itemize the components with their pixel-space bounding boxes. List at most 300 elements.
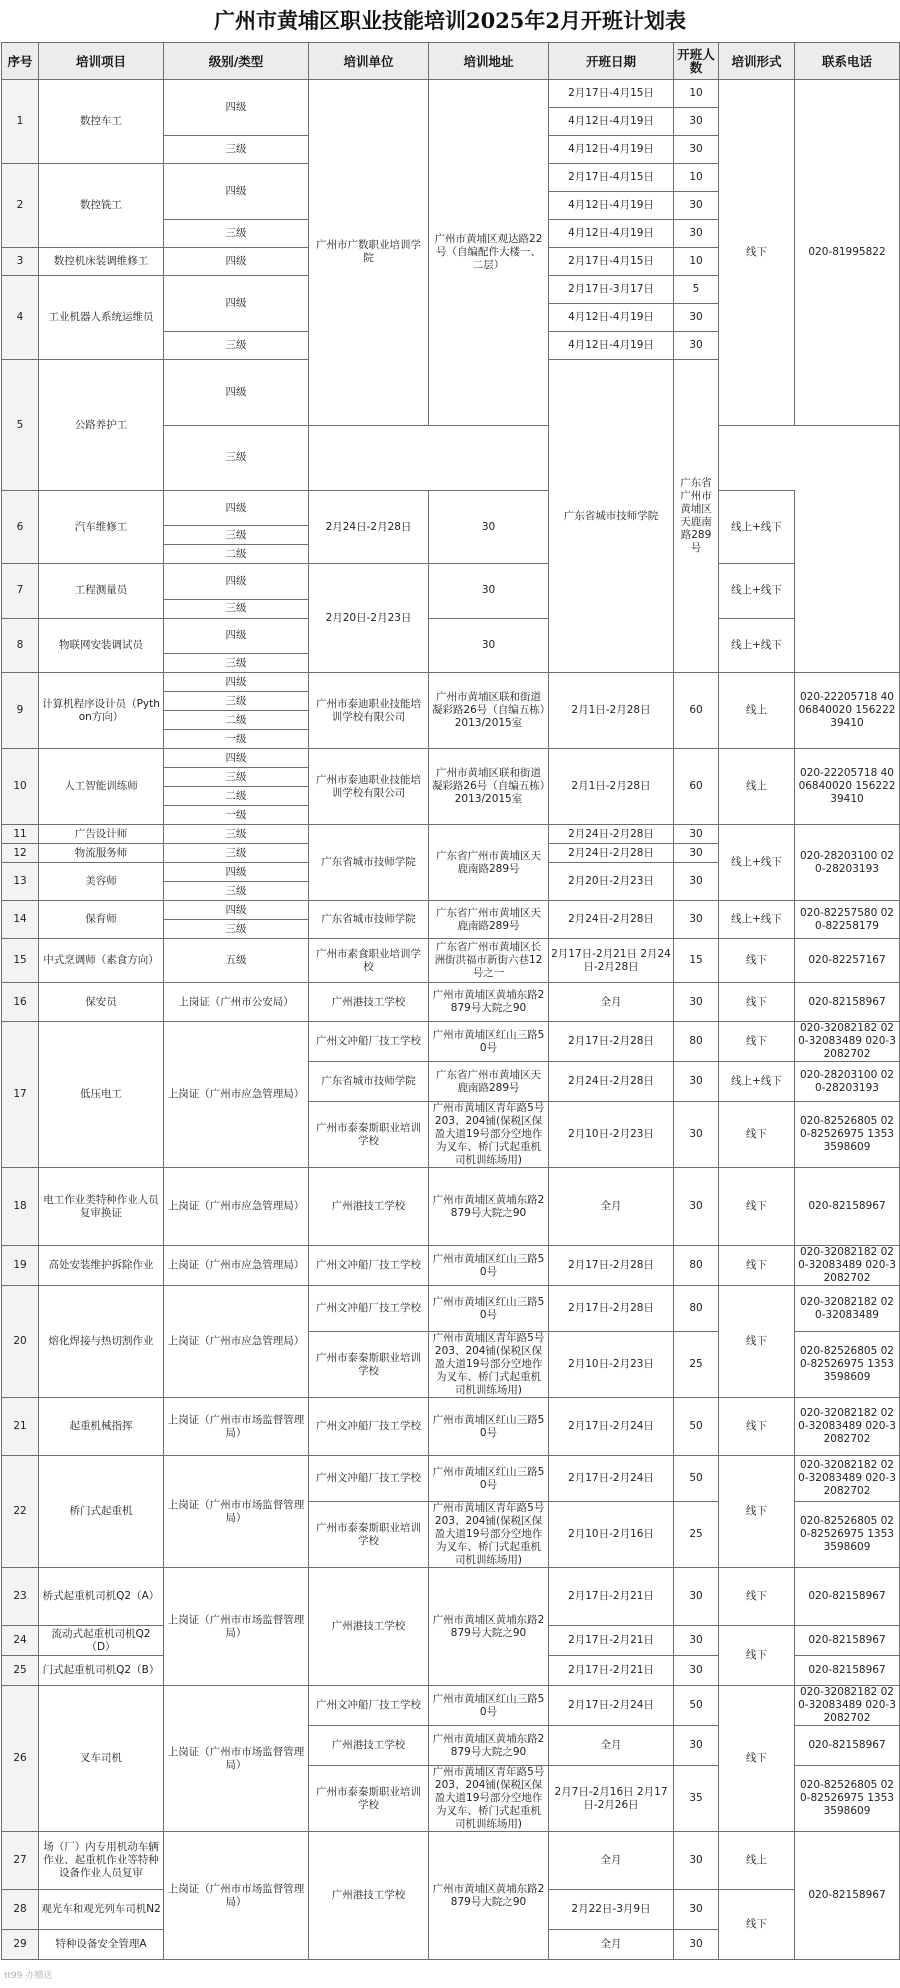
cell-unit: 2月24日-2月28日: [309, 491, 429, 564]
cell-index: 6: [2, 491, 39, 564]
cell-count: 35: [674, 1766, 719, 1832]
cell-phone: 020-28203100 020-28203193: [795, 825, 900, 901]
cell-level: 一级: [164, 806, 309, 825]
table-row: [2, 1286, 900, 1332]
table-row: [2, 1246, 900, 1286]
cell-phone: 020-32082182 020-32083489 020-32082702: [795, 1686, 900, 1726]
cell-count: 30: [674, 136, 719, 164]
cell-phone: 020-82158967: [795, 1832, 900, 1960]
watermark-text: tt99 办赠送: [4, 1971, 53, 1981]
cell-phone: 020-82158967: [795, 1656, 900, 1686]
cell-address: 广州市黄埔区红山三路50号: [429, 1398, 549, 1456]
cell-address: 广州市黄埔区红山三路50号: [429, 1286, 549, 1332]
header-unit: 培训单位: [309, 43, 429, 80]
cell-index: 26: [2, 1686, 39, 1832]
cell-index: 11: [2, 825, 39, 844]
header-address: 培训地址: [429, 43, 549, 80]
cell-index: 12: [2, 844, 39, 863]
table-row: [2, 1456, 900, 1502]
cell-date: 2月24日-2月28日: [549, 825, 674, 844]
cell-format: 线下: [719, 939, 795, 983]
cell-date: 全月: [549, 1168, 674, 1246]
cell-date: 4月12日-4月19日: [549, 192, 674, 220]
cell-level: 四级: [164, 248, 309, 276]
table-row: [2, 564, 900, 599]
cell-level: 三级: [164, 692, 309, 711]
cell-level: 五级: [164, 939, 309, 983]
cell-unit: 广东省城市技师学院: [309, 1062, 429, 1102]
cell-level: 三级: [164, 220, 309, 248]
cell-level: 三级: [164, 332, 309, 360]
cell-level: 四级: [164, 863, 309, 882]
cell-address: 广州市黄埔区红山三路50号: [429, 1456, 549, 1502]
cell-unit: 广州文冲船厂技工学校: [309, 1686, 429, 1726]
cell-level: 四级: [164, 491, 309, 526]
cell-project: 人工智能训练师: [39, 749, 164, 825]
cell-date: 全月: [549, 1726, 674, 1766]
cell-phone: 020-81995822: [795, 80, 900, 426]
cell-phone: 020-32082182 020-32083489 020-32082702: [795, 1398, 900, 1456]
cell-project: 熔化焊接与热切割作业: [39, 1286, 164, 1398]
cell-count: 30: [674, 1102, 719, 1168]
cell-phone: 020-82257580 020-82258179: [795, 901, 900, 939]
cell-address: 广州市黄埔区黄埔东路2879号大院之90: [429, 1832, 549, 1960]
cell-count: 80: [674, 1246, 719, 1286]
cell-format: 线上: [719, 673, 795, 749]
cell-index: 18: [2, 1168, 39, 1246]
cell-level: 上岗证（广州市应急管理局）: [164, 1022, 309, 1168]
cell-count: 30: [674, 1626, 719, 1656]
header-count: 开班人数: [674, 43, 719, 80]
cell-level: 上岗证（广州市市场监督管理局）: [164, 1568, 309, 1686]
cell-project: 美容师: [39, 863, 164, 901]
cell-level: 二级: [164, 711, 309, 730]
table-row: [2, 491, 900, 526]
cell-level: 三级: [164, 526, 309, 545]
cell-date: 4月12日-4月19日: [549, 108, 674, 136]
cell-date: 2月17日-2月21日: [549, 1568, 674, 1626]
cell-count: 30: [674, 192, 719, 220]
cell-unit: 广州港技工学校: [309, 1568, 429, 1686]
cell-unit: 广州市广数职业培训学院: [309, 80, 429, 426]
cell-index: 4: [2, 276, 39, 360]
cell-format: 线下: [719, 1102, 795, 1168]
cell-date: 2月24日-2月28日: [549, 901, 674, 939]
cell-count: 30: [674, 901, 719, 939]
cell-level: 四级: [164, 618, 309, 653]
cell-address: 广州市黄埔区红山三路50号: [429, 1022, 549, 1062]
cell-project: 工业机器人系统运维员: [39, 276, 164, 360]
cell-index: 10: [2, 749, 39, 825]
cell-count: 60: [674, 749, 719, 825]
cell-level: 四级: [164, 673, 309, 692]
cell-phone: 020-82257167: [795, 939, 900, 983]
cell-level: 四级: [164, 164, 309, 220]
cell-format: 线上+线下: [719, 564, 795, 618]
cell-phone: 020-82526805 020-82526975 13533598609: [795, 1766, 900, 1832]
cell-address: 广州市黄埔区观达路22号（自编配件大楼一、二层）: [429, 80, 549, 426]
cell-count: 10: [674, 80, 719, 108]
cell-address: 广州市黄埔区青年路5号203、204铺(保税区保盈大道19号部分空地作为叉车、桥门式起重机司机训练场用): [429, 1332, 549, 1398]
cell-index: 23: [2, 1568, 39, 1626]
cell-phone: 020-28203100 020-28203193: [795, 1062, 900, 1102]
cell-address: 广州市黄埔区联和街道凝彩路26号（自编五栋）2013/2015室: [429, 749, 549, 825]
cell-count: 60: [674, 673, 719, 749]
cell-index: 27: [2, 1832, 39, 1890]
cell-date: 2月24日-2月28日: [549, 1062, 674, 1102]
page-title: 广州市黄埔区职业技能培训2025年2月开班计划表: [213, 8, 687, 33]
cell-date: 4月12日-4月19日: [549, 332, 674, 360]
cell-level: 四级: [164, 276, 309, 332]
cell-project: 场（厂）内专用机动车辆作业、起重机作业等特种设备作业人员复审: [39, 1832, 164, 1890]
cell-address: 30: [429, 491, 549, 564]
cell-phone: 020-82158967: [795, 1626, 900, 1656]
cell-count: 30: [674, 1568, 719, 1626]
cell-format: 线下: [719, 1398, 795, 1456]
cell-level: 四级: [164, 80, 309, 136]
cell-format: 线下: [719, 80, 795, 426]
cell-level: 上岗证（广州市市场监督管理局）: [164, 1398, 309, 1456]
cell-project: 物联网安装调试员: [39, 618, 164, 672]
cell-count: 30: [674, 1656, 719, 1686]
cell-project: 保安员: [39, 983, 164, 1022]
cell-count: 25: [674, 1332, 719, 1398]
table-row: [2, 1398, 900, 1456]
cell-date: 2月10日-2月23日: [549, 1332, 674, 1398]
cell-project: 计算机程序设计员（Python方向）: [39, 673, 164, 749]
cell-phone: 020-22205718 4006840020 15622239410: [795, 673, 900, 749]
header-index: 序号: [2, 43, 39, 80]
cell-unit: 广州港技工学校: [309, 983, 429, 1022]
cell-format: 线上: [719, 1832, 795, 1890]
header-level: 级别/类型: [164, 43, 309, 80]
table-row: [2, 1832, 900, 1890]
cell-count: 30: [674, 1168, 719, 1246]
cell-level: 三级: [164, 136, 309, 164]
table-row: [2, 618, 900, 653]
cell-date: 2月17日-2月28日: [549, 1246, 674, 1286]
cell-date: 4月12日-4月19日: [549, 304, 674, 332]
cell-address: 广州市黄埔区黄埔东路2879号大院之90: [429, 1568, 549, 1686]
cell-phone: 020-82158967: [795, 983, 900, 1022]
cell-format: 线下: [719, 983, 795, 1022]
cell-project: 物流服务师: [39, 844, 164, 863]
cell-project: 中式烹调师（素食方向）: [39, 939, 164, 983]
cell-count: 广东省广州市黄埔区天鹿南路289号: [674, 360, 719, 673]
cell-date: 2月17日-2月21日 2月24日-2月28日: [549, 939, 674, 983]
cell-level: 二级: [164, 545, 309, 564]
cell-address: 广州市黄埔区青年路5号203、204铺(保税区保盈大道19号部分空地作为叉车、桥门式起重机司机训练场用): [429, 1502, 549, 1568]
cell-count: 10: [674, 164, 719, 192]
cell-count: 30: [674, 863, 719, 901]
cell-phone: 020-32082182 020-32083489 020-32082702: [795, 1246, 900, 1286]
cell-count: 80: [674, 1022, 719, 1062]
cell-date: 2月17日-4月15日: [549, 248, 674, 276]
cell-index: 22: [2, 1456, 39, 1568]
cell-count: 30: [674, 1832, 719, 1890]
cell-date: 2月17日-2月21日: [549, 1626, 674, 1656]
cell-unit: 广州港技工学校: [309, 1726, 429, 1766]
cell-index: 14: [2, 901, 39, 939]
cell-level: 二级: [164, 787, 309, 806]
cell-project: 桥式起重机司机Q2（A）: [39, 1568, 164, 1626]
cell-date: 2月17日-4月15日: [549, 80, 674, 108]
cell-count: 5: [674, 276, 719, 304]
cell-project: 电工作业类特种作业人员复审换证: [39, 1168, 164, 1246]
cell-count: 50: [674, 1456, 719, 1502]
cell-date: 2月17日-2月24日: [549, 1456, 674, 1502]
cell-level: 四级: [164, 901, 309, 920]
cell-format: 线上+线下: [719, 825, 795, 901]
cell-index: 19: [2, 1246, 39, 1286]
header-date: 开班日期: [549, 43, 674, 80]
header-phone: 联系电话: [795, 43, 900, 80]
cell-level: 三级: [164, 599, 309, 618]
table-header-row: [2, 43, 900, 80]
cell-index: 25: [2, 1656, 39, 1686]
cell-project: 桥门式起重机: [39, 1456, 164, 1568]
cell-unit: 2月20日-2月23日: [309, 564, 429, 673]
table-row: [2, 1022, 900, 1062]
cell-project: 工程测量员: [39, 564, 164, 618]
cell-date: 4月12日-4月19日: [549, 220, 674, 248]
cell-address: 广东省广州市黄埔区天鹿南路289号: [429, 825, 549, 901]
cell-unit: 广州市泰迪职业技能培训学校有限公司: [309, 673, 429, 749]
cell-index: 16: [2, 983, 39, 1022]
cell-index: 3: [2, 248, 39, 276]
cell-count: 30: [674, 220, 719, 248]
cell-project: 特种设备安全管理A: [39, 1930, 164, 1960]
cell-date: 4月12日-4月19日: [549, 136, 674, 164]
cell-address: 广州市黄埔区青年路5号203、204铺(保税区保盈大道19号部分空地作为叉车、桥门式起重机司机训练场用): [429, 1102, 549, 1168]
cell-format: 线上+线下: [719, 491, 795, 564]
cell-project: 观光车和观光列车司机N2: [39, 1890, 164, 1930]
cell-date: 广东省城市技师学院: [549, 360, 674, 673]
cell-level: 三级: [164, 654, 309, 673]
cell-phone: 020-32082182 020-32083489 020-32082702: [795, 1456, 900, 1502]
cell-format: 线下: [719, 1568, 795, 1626]
cell-index: 8: [2, 618, 39, 672]
cell-phone: 020-22205718 4006840020 15622239410: [795, 749, 900, 825]
cell-unit: 广州市泰秦斯职业培训学校: [309, 1502, 429, 1568]
cell-unit: 广州文冲船厂技工学校: [309, 1246, 429, 1286]
cell-unit: 广州市泰秦斯职业培训学校: [309, 1766, 429, 1832]
cell-date: 2月7日-2月16日 2月17日-2月26日: [549, 1766, 674, 1832]
cell-format: 线上: [719, 749, 795, 825]
cell-address: 广东省广州市黄埔区天鹿南路289号: [429, 1062, 549, 1102]
table-row: [2, 1168, 900, 1246]
cell-level: 上岗证（广州市市场监督管理局）: [164, 1456, 309, 1568]
cell-level: 三级: [164, 882, 309, 901]
table-row: [2, 983, 900, 1022]
cell-format: 线下: [719, 1626, 795, 1686]
table-row: [2, 939, 900, 983]
header-project: 培训项目: [39, 43, 164, 80]
cell-phone: 020-82158967: [795, 1168, 900, 1246]
cell-index: 2: [2, 164, 39, 248]
cell-level: 上岗证（广州市市场监督管理局）: [164, 1686, 309, 1832]
cell-date: 2月17日-4月15日: [549, 164, 674, 192]
cell-phone: 020-82526805 020-82526975 13533598609: [795, 1102, 900, 1168]
cell-index: 7: [2, 564, 39, 618]
cell-date: 2月1日-2月28日: [549, 673, 674, 749]
cell-count: 25: [674, 1502, 719, 1568]
cell-index: 5: [2, 360, 39, 491]
cell-date: 2月17日-2月24日: [549, 1398, 674, 1456]
cell-date: 全月: [549, 983, 674, 1022]
cell-count: 30: [674, 844, 719, 863]
cell-project: 广告设计师: [39, 825, 164, 844]
table-row: [2, 80, 900, 108]
cell-address: 广东省广州市黄埔区长洲街洪福市新街六巷12号之一: [429, 939, 549, 983]
cell-level: 四级: [164, 564, 309, 599]
cell-level: 四级: [164, 360, 309, 426]
cell-address: 广州市黄埔区黄埔东路2879号大院之90: [429, 1726, 549, 1766]
cell-level: 上岗证（广州市应急管理局）: [164, 1168, 309, 1246]
cell-address: 30: [429, 618, 549, 672]
cell-index: 1: [2, 80, 39, 164]
table-row: [2, 901, 900, 920]
cell-format: 线上+线下: [719, 901, 795, 939]
cell-count: 30: [674, 332, 719, 360]
cell-address: 广州市黄埔区红山三路50号: [429, 1246, 549, 1286]
cell-project: 汽车维修工: [39, 491, 164, 564]
table-row: [2, 749, 900, 768]
cell-count: 30: [674, 825, 719, 844]
cell-date: 2月22日-3月9日: [549, 1890, 674, 1930]
cell-address: 广州市黄埔区联和街道凝彩路26号（自编五栋）2013/2015室: [429, 673, 549, 749]
cell-unit: 广州市素食职业培训学校: [309, 939, 429, 983]
cell-unit: 广东省城市技师学院: [309, 825, 429, 901]
cell-index: 20: [2, 1286, 39, 1398]
cell-level: 三级: [164, 844, 309, 863]
cell-level: 三级: [164, 425, 309, 491]
cell-unit: 广州港技工学校: [309, 1832, 429, 1960]
cell-date: 全月: [549, 1930, 674, 1960]
cell-count: 30: [674, 1930, 719, 1960]
cell-date: 2月10日-2月16日: [549, 1502, 674, 1568]
cell-count: 15: [674, 939, 719, 983]
cell-count: 10: [674, 248, 719, 276]
cell-format: 线下: [719, 1890, 795, 1960]
cell-project: 保育师: [39, 901, 164, 939]
cell-unit: 广州市泰秦斯职业培训学校: [309, 1332, 429, 1398]
cell-index: 28: [2, 1890, 39, 1930]
cell-unit: 广州文冲船厂技工学校: [309, 1286, 429, 1332]
cell-level: 三级: [164, 920, 309, 939]
table-row: [2, 673, 900, 692]
cell-format: 线下: [719, 1246, 795, 1286]
cell-date: 2月20日-2月23日: [549, 863, 674, 901]
table-body: [2, 80, 900, 1960]
cell-level: 上岗证（广州市公安局）: [164, 983, 309, 1022]
cell-project: 数控机床装调维修工: [39, 248, 164, 276]
cell-phone: 020-82526805 020-82526975 13533598609: [795, 1502, 900, 1568]
cell-format: 线下: [719, 1168, 795, 1246]
cell-unit: 广州市泰秦斯职业培训学校: [309, 1102, 429, 1168]
cell-index: 17: [2, 1022, 39, 1168]
cell-date: 2月1日-2月28日: [549, 749, 674, 825]
cell-phone: 020-82158967: [795, 1568, 900, 1626]
cell-unit: 广州港技工学校: [309, 1168, 429, 1246]
cell-level: 四级: [164, 749, 309, 768]
cell-format: 线下: [719, 1456, 795, 1568]
cell-unit: 广州文冲船厂技工学校: [309, 1456, 429, 1502]
cell-count: 30: [674, 108, 719, 136]
cell-count: 80: [674, 1286, 719, 1332]
cell-unit: 广东省城市技师学院: [309, 901, 429, 939]
table-row: [2, 825, 900, 844]
cell-project: 高处安装维护拆除作业: [39, 1246, 164, 1286]
cell-project: 流动式起重机司机Q2（D）: [39, 1626, 164, 1656]
cell-count: 30: [674, 1890, 719, 1930]
cell-phone: 020-32082182 020-32083489 020-32082702: [795, 1022, 900, 1062]
cell-address: 广州市黄埔区红山三路50号: [429, 1686, 549, 1726]
cell-date: 2月17日-2月21日: [549, 1656, 674, 1686]
cell-level: 三级: [164, 825, 309, 844]
cell-date: 2月17日-2月24日: [549, 1686, 674, 1726]
cell-date: 2月10日-2月23日: [549, 1102, 674, 1168]
cell-format: 线下: [719, 1286, 795, 1398]
cell-date: 2月17日-2月28日: [549, 1286, 674, 1332]
cell-level: 上岗证（广州市应急管理局）: [164, 1246, 309, 1286]
cell-count: 30: [674, 1062, 719, 1102]
table-row: [2, 1568, 900, 1626]
cell-level: 三级: [164, 768, 309, 787]
cell-level: 上岗证（广州市市场监督管理局）: [164, 1832, 309, 1960]
cell-unit: 广州文冲船厂技工学校: [309, 1022, 429, 1062]
cell-index: 15: [2, 939, 39, 983]
cell-index: 13: [2, 863, 39, 901]
training-plan-table: [1, 42, 900, 1960]
cell-level: 一级: [164, 730, 309, 749]
cell-phone: 020-32082182 020-32083489: [795, 1286, 900, 1332]
cell-count: 50: [674, 1398, 719, 1456]
cell-unit: 广州文冲船厂技工学校: [309, 1398, 429, 1456]
cell-address: 广州市黄埔区黄埔东路2879号大院之90: [429, 1168, 549, 1246]
cell-address: 广州市黄埔区黄埔东路2879号大院之90: [429, 983, 549, 1022]
cell-address: 广东省广州市黄埔区天鹿南路289号: [429, 901, 549, 939]
cell-project: 门式起重机司机Q2（B）: [39, 1656, 164, 1686]
cell-date: 2月17日-2月28日: [549, 1022, 674, 1062]
header-format: 培训形式: [719, 43, 795, 80]
cell-index: 21: [2, 1398, 39, 1456]
cell-project: 公路养护工: [39, 360, 164, 491]
cell-format: 线下: [719, 1022, 795, 1062]
cell-project: 数控车工: [39, 80, 164, 164]
cell-project: 起重机械指挥: [39, 1398, 164, 1456]
cell-level: 上岗证（广州市应急管理局）: [164, 1286, 309, 1398]
cell-phone: 020-82158967: [795, 1726, 900, 1766]
cell-index: 9: [2, 673, 39, 749]
cell-count: 30: [674, 1726, 719, 1766]
cell-address: 30: [429, 564, 549, 618]
cell-format: 线上+线下: [719, 618, 795, 672]
cell-count: 30: [674, 983, 719, 1022]
cell-date: 2月24日-2月28日: [549, 844, 674, 863]
cell-project: 低压电工: [39, 1022, 164, 1168]
cell-format: 线下: [719, 1686, 795, 1832]
cell-project: 叉车司机: [39, 1686, 164, 1832]
cell-address: 广州市黄埔区青年路5号203、204铺(保税区保盈大道19号部分空地作为叉车、桥门式起重机司机训练场用): [429, 1766, 549, 1832]
cell-date: 2月17日-3月17日: [549, 276, 674, 304]
cell-index: 24: [2, 1626, 39, 1656]
cell-count: 30: [674, 304, 719, 332]
cell-project: 数控铣工: [39, 164, 164, 248]
cell-unit: 广州市泰迪职业技能培训学校有限公司: [309, 749, 429, 825]
cell-count: 50: [674, 1686, 719, 1726]
cell-phone: 020-82526805 020-82526975 13533598609: [795, 1332, 900, 1398]
